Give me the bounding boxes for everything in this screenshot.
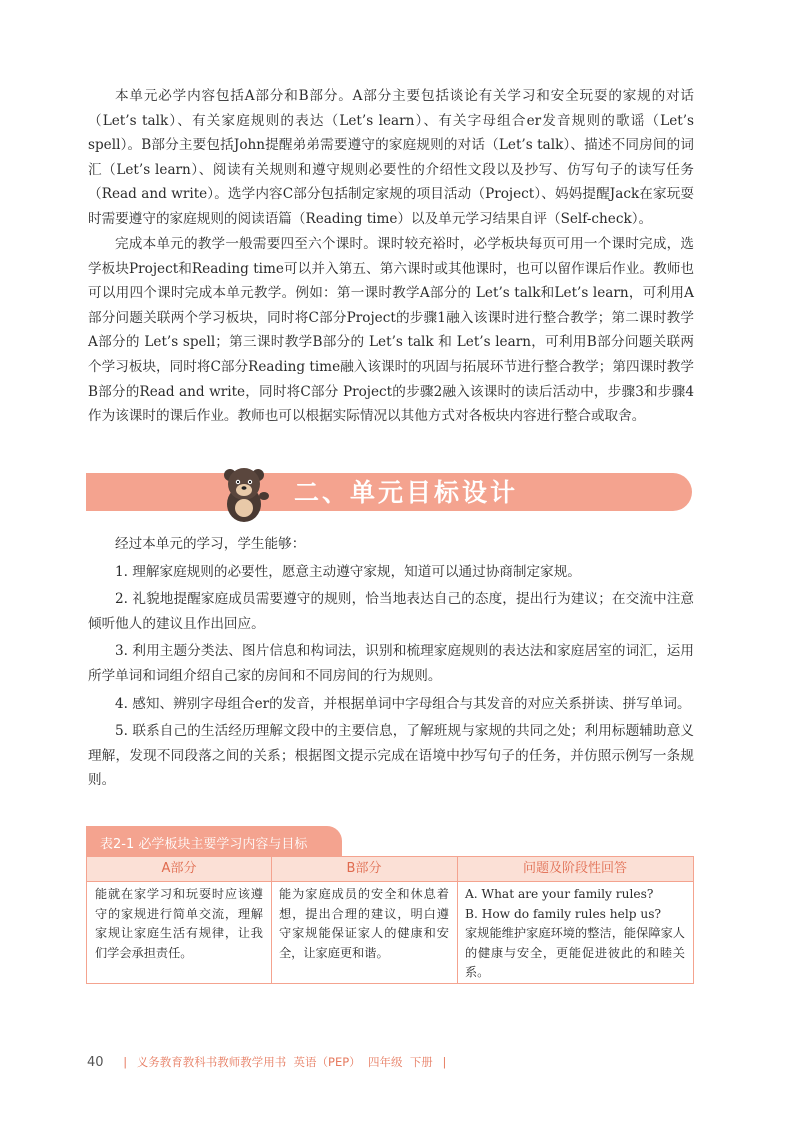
goal-item: 1. 理解家庭规则的必要性，愿意主动遵守家规，知道可以通过协商制定家规。	[115, 563, 581, 580]
section-title: 二、单元目标设计	[294, 478, 519, 507]
footer-volume: 下册	[409, 1055, 433, 1069]
page-number: 40	[87, 1055, 104, 1070]
table-cell-a	[87, 881, 271, 983]
table-caption: 表2-1 必学板块主要学习内容与目标	[100, 837, 308, 852]
bear-mascot-icon	[216, 462, 272, 524]
goal-item: 2. 礼貌地提醒家庭成员需要遵守的规则，恰当地表达自己的态度，提出行为建议；在交流中注意倾听他人的建议且作出回应。	[88, 591, 694, 632]
table-cell-questions	[457, 881, 693, 983]
question-b: B. How do family rules help us?	[465, 906, 662, 921]
cell-text: 能就在家学习和玩耍时应该遵守的家规进行简单交流，理解家规让家庭生活有规律，让我们学会承担责任。	[95, 887, 263, 960]
cell-text: 能为家庭成员的安全和休息着想，提出合理的建议，明白遵守家规能保证家人的健康和安全，让家庭更和谐。	[279, 887, 449, 960]
goals-list	[88, 532, 694, 796]
footer-subject: 英语（PEP）	[293, 1055, 361, 1069]
table-header-questions: 问题及阶段性回答	[457, 857, 693, 881]
table-cell-b	[271, 881, 457, 983]
lesson-plan-paragraph: 完成本单元的教学一般需要四至六个课时。课时较充裕时，必学板块每页可用一个课时完成，选学板块Project和Reading time可以并入第五、第六课时或其他课时，也可以留作课后作业。教师也可以用四个课时完成本单元教学。例如：第一课时教学A部分的 Let’s talk和Let’s learn，可利用A部分问题关联两个学习板块，同时将C部分Project的步骤1融入该课时进行整合教学；第二课时教学A部分的 Let’s spell；第三课时教学B部分的 Let’s talk 和 Let’s learn，可利用B部分问题关联两个学习板块，同时将C部分Reading time融入该课时的巩固与拓展环节进行整合教学；第四课时教学B部分的Read and write，同时将C部分 Project的步骤2融入该课时的读后活动中，步骤3和步骤4作为该课时的课后作业。教师也可以根据实际情况以其他方式对各板块内容进行整合或取舍。	[88, 236, 694, 425]
table-header-a: A部分	[87, 857, 271, 881]
intro-paragraph: 本单元必学内容包括A部分和B部分。A部分主要包括谈论有关学习和安全玩耍的家规的对话（Let’s talk）、有关家庭规则的表达（Let’s learn）、有关字母组合er发音规则的歌谣（Let’s spell）。B部分主要包括John提醒弟弟需要遵守的家庭规则的对话（Let’s talk）、描述不同房间的词汇（Let’s learn）、阅读有关规则和遵守规则必要性的介绍性文段以及抄写、仿写句子的读写任务（Read and write）。选学内容C部分包括制定家规的项目活动（Project）、妈妈提醒Jack在家玩耍时需要遵守的家庭规则的阅读语篇（Reading time）以及单元学习结果自评（Self-check）。	[88, 88, 694, 227]
page-footer	[87, 1054, 452, 1070]
goal-item: 4. 感知、辨别字母组合er的发音，并根据单词中字母组合与其发音的对应关系拼读、拼写单词。	[115, 695, 691, 712]
question-a: A. What are your family rules?	[465, 887, 654, 901]
goal-item: 3. 利用主题分类法、图片信息和构词法，识别和梳理家庭规则的表达法和家庭居室的词汇，运用所学单词和词组介绍自己家的房间和不同房间的行为规则。	[88, 643, 694, 684]
footer-grade: 四年级	[368, 1055, 403, 1069]
footer-book: 义务教育教科书教师教学用书	[136, 1055, 287, 1069]
table-header-b: B部分	[271, 857, 457, 881]
footer-separator: |	[123, 1055, 128, 1069]
content-table	[86, 856, 694, 984]
goal-item: 5. 联系自己的生活经历理解文段中的主要信息，了解班规与家规的共同之处；利用标题辅助意义理解，发现不同段落之间的关系；根据图文提示完成在语境中抄写句子的任务，并仿照示例写一条规则。	[88, 723, 694, 789]
stage-answer: 家规能维护家庭环境的整洁，能保障家人的健康与安全，更能促进彼此的和睦关系。	[465, 926, 685, 979]
footer-separator: |	[442, 1055, 447, 1069]
goals-intro: 经过本单元的学习，学生能够：	[115, 536, 306, 552]
